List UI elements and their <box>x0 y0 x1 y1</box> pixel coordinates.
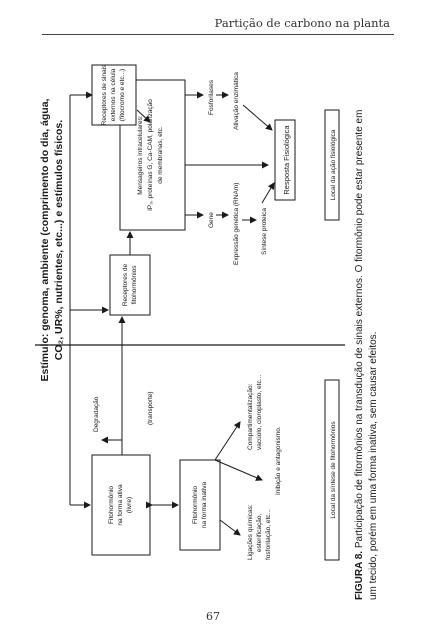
page-number: 67 <box>206 610 220 623</box>
inibicao-label: Inibição e antagonismo. <box>275 426 282 495</box>
active-hormone-line3: (livre) <box>126 496 133 514</box>
active-hormone-line1: Fitohormônio <box>108 486 115 524</box>
caption-label: FIGURA 8. <box>354 550 365 600</box>
local-acao-label: Local da ação fisiológica <box>330 129 337 201</box>
ligacoes-line1: Ligações químicas: <box>247 504 254 560</box>
active-hormone-line2: na forma ativa <box>117 484 124 526</box>
receptores-line2: fitohormônios <box>131 265 138 305</box>
ativacao-label: Ativação enzimática <box>233 72 240 130</box>
figure-content <box>35 64 379 600</box>
stimulus-title-line1: Estímulo: genoma, ambiente (comprimento do dia, água, <box>39 98 51 382</box>
stimulus-title-line2: CO₂, UR%, nutrientes, etc...) e estímulos físicos. <box>53 119 65 361</box>
inactive-hormone-line1: Fitohormônio <box>192 486 199 524</box>
local-sintese-label: Local da síntese de fitohormônios <box>330 421 337 519</box>
ligacoes-line3: fosforilação, etc... <box>265 509 272 560</box>
compart-line1: Compartimentalização: <box>247 383 254 450</box>
resposta-label: Resposta Fisiológica <box>282 125 291 195</box>
gene-label: Gene <box>208 212 215 228</box>
compart-line2: vacúolo, cloroplasto, etc... <box>256 374 263 450</box>
degradacao-label: Degradação <box>93 396 100 432</box>
receptores-line1: Receptores de <box>122 263 129 307</box>
sintese-proteica-label: Síntese proteica <box>261 208 268 255</box>
stimulus-bus <box>70 95 108 505</box>
mensageiros-line3: de membranas, etc. <box>157 126 164 184</box>
fosforilases-label: Fosforilases <box>208 79 215 115</box>
figure-caption-line2: um tecido, porém em uma forma inativa, sem causar efeitos. <box>368 331 379 600</box>
mensageiros-line1: Mensageiros intracelulares: <box>137 115 144 195</box>
rec-sinais-line2: externos na célula <box>110 68 117 122</box>
inactive-hormone-box <box>180 460 220 550</box>
ligacoes-line2: esterificação, <box>256 513 263 552</box>
sintese-to-resposta-arrow <box>262 183 274 203</box>
rec-sinais-line3: (fitocromo e etc...) <box>119 68 126 122</box>
inactive-branch-arrows <box>215 422 262 535</box>
running-header: Partição de carbono na planta <box>214 16 390 30</box>
rec-sinais-line1: Receptores de sinais <box>101 64 108 126</box>
caption-text-line1: Participação de fitormônios na transdução de sinais externos. O fitormônio pode estar presente em <box>354 109 365 551</box>
hormone-receptors-box <box>110 255 150 315</box>
expressao-label: Expressão genética (RNAm) <box>233 182 240 265</box>
inactive-hormone-line2: na forma inativa <box>201 481 208 529</box>
messenger-out-arrows <box>185 95 268 215</box>
transporte-label: (transporte) <box>147 391 154 425</box>
ativacao-to-resposta-arrow <box>243 105 272 130</box>
mensageiros-line2: IP₃, proteínas G, Ca-CAM, polarização <box>147 99 154 211</box>
figure-caption-line1 <box>354 110 365 600</box>
